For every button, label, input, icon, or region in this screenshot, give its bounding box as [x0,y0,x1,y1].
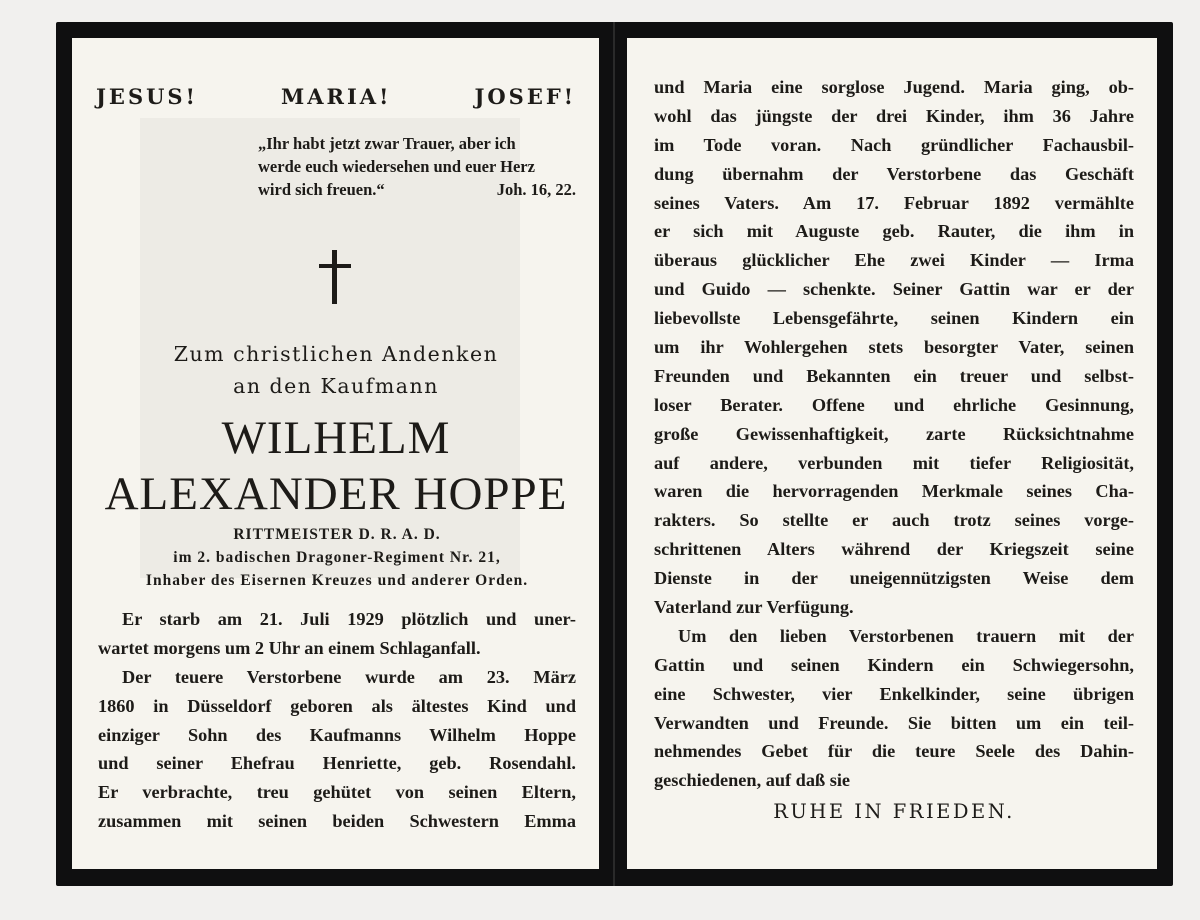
text-line: dung übernahm der Verstorbene das Geschäft [654,163,1134,184]
text-line: und Guido — schenkte. Seiner Gattin war er der [654,279,1134,300]
text-line: im Tode voran. Nach gründlicher Fachausbil- [654,134,1134,155]
bible-quote [258,132,576,201]
text-line: schrittenen Alters während der Kriegszeit seine [654,539,1134,560]
text-line: seines Vaters. Am 17. Februar 1892 vermählte [654,192,1134,213]
quote-line: werde euch wiedersehen und euer Herz [258,157,535,176]
quote-line: wird sich freuen.“ [258,180,385,199]
text-line: große Gewissenhaftigkeit, zarte Rücksichtnahme [654,423,1134,444]
biography-right [654,73,1134,795]
text-line: wohl das jüngste der drei Kinder, ihm 36 Jahre [654,105,1134,126]
text-line: 1860 in Düsseldorf geboren als ältestes Kind und [98,695,576,716]
first-name: WILHELM [221,412,451,464]
deceased-name [86,410,586,522]
rank-and-honors [96,523,578,592]
invocation-jesus: JESUS! [96,84,198,109]
memorial-heading [96,338,576,402]
text-line: einziger Sohn des Kaufmanns Wilhelm Hoppe [98,724,576,745]
quote-line: „Ihr habt jetzt zwar Trauer, aber ich [258,134,516,153]
text-line: Vaterland zur Verfügung. [654,597,854,618]
rank-line-1: RITTMEISTER D. R. A. D. [233,526,441,543]
text-line: loser Berater. Offene und ehrliche Gesinnung, [654,394,1134,415]
last-name: ALEXANDER HOPPE [104,468,568,520]
text-line: zusammen mit seinen beiden Schwestern Emma [98,811,576,832]
text-line: um ihr Wohlergehen stets besorgter Vater, seinen [654,337,1134,358]
rank-line-2: im 2. badischen Dragoner-Regiment Nr. 21, [173,549,501,566]
rank-line-3: Inhaber des Eisernen Kreuzes und anderer Orden. [145,572,529,589]
text-line: wartet morgens um 2 Uhr an einem Schlaganfall. [98,637,481,658]
text-line: Verwandten und Freunde. Sie bitten um ein teil- [654,712,1134,733]
biography-left [98,605,576,836]
text-line: auf andere, verbunden mit tiefer Religiosität, [654,452,1134,473]
latin-cross-icon [319,250,351,304]
memorial-line-1: Zum christlichen Andenken [173,342,499,366]
text-line: Dienste in der uneigennützigsten Weise dem [654,568,1134,589]
text-line: nehmendes Gebet für die teure Seele des Dahin- [654,741,1134,762]
text-line: geschiedenen, auf daß sie [654,770,851,791]
invocation-line [96,84,576,114]
text-line: eine Schwester, vier Enkelkinder, seine übrigen [654,683,1134,704]
text-line: waren die hervorragenden Merkmale seines Cha- [654,481,1134,502]
text-line: Um den lieben Verstorbenen trauern mit der [678,625,1134,646]
text-line: Freunden und Bekannten ein treuer und selbst- [654,365,1134,386]
text-line: und Maria eine sorglose Jugend. Maria ging, ob- [654,77,1134,97]
text-line: überaus glücklicher Ehe zwei Kinder — Irma [654,250,1134,271]
text-line: liebevollste Lebensgefährte, seinen Kindern ein [654,308,1134,329]
text-line: Der teuere Verstorbene wurde am 23. März [122,666,576,687]
text-line: Er starb am 21. Juli 1929 plötzlich und uner- [122,609,576,629]
memorial-line-2: an den Kaufmann [233,374,439,398]
text-line: Er verbrachte, treu gehütet von seinen Eltern, [98,782,576,803]
closing-blessing: RUHE IN FRIEDEN. [773,800,1015,823]
invocation-maria: MARIA! [280,84,392,109]
text-line: rakters. So stellte er auch trotz seines vorge- [654,510,1134,531]
text-line: er sich mit Auguste geb. Rauter, die ihm in [654,221,1134,242]
quote-reference: Joh. 16, 22. [496,180,576,199]
text-line: Gattin und seinen Kindern ein Schwiegersohn, [654,654,1134,675]
invocation-josef: JOSEF! [474,84,576,109]
text-line: und seiner Ehefrau Henriette, geb. Rosendahl. [98,753,576,774]
card-fold [613,22,615,886]
